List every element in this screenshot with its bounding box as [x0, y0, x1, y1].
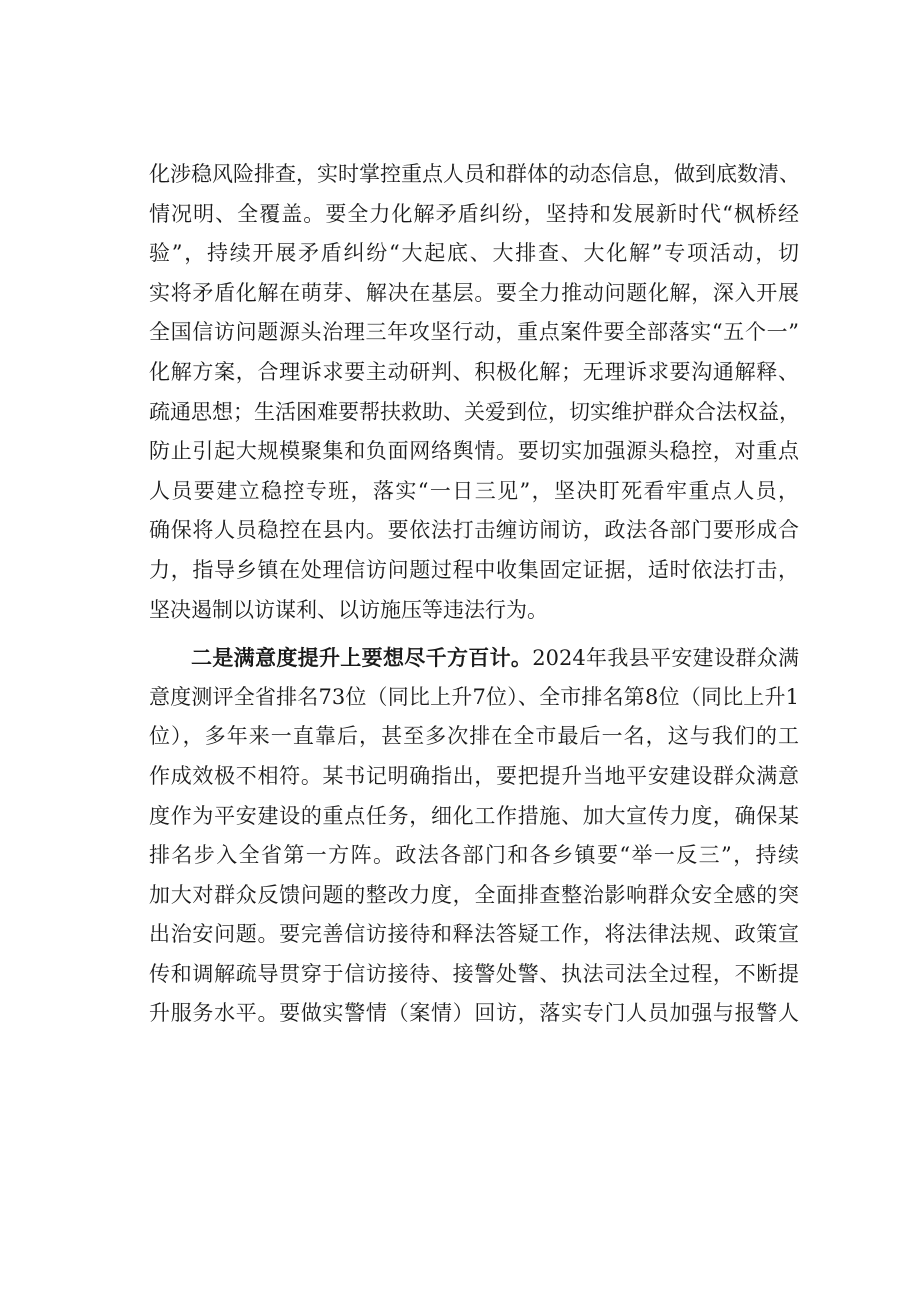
- text-line: 化解方案，合理诉求要主动研判、积极化解；无理诉求要沟通解释、: [149, 359, 799, 384]
- text-line: 坚决遏制以访谋利、以访施压等违法行为。: [149, 597, 548, 622]
- text-line: 情况明、全覆盖。要全力化解矛盾纠纷，坚持和发展新时代“枫桥经: [149, 201, 799, 226]
- text-line: 验”，持续开展矛盾纠纷“大起底、大排查、大化解”专项活动，切: [149, 241, 799, 266]
- text-line: 化涉稳风险排查，实时掌控重点人员和群体的动态信息，做到底数清、: [149, 162, 800, 186]
- heading-line-rest: 2024年我县平安建设群众满: [532, 646, 799, 671]
- text-line: 疏通思想；生活困难要帮扶救助、关爱到位，切实维护群众合法权益，: [149, 399, 800, 424]
- text-line: 位），多年来一直靠后，甚至多次排在全市最后一名，这与我们的工: [149, 724, 799, 749]
- text-line: 实将矛盾化解在萌芽、解决在基层。要全力推动问题化解，深入开展: [149, 280, 799, 305]
- text-line: 作成效极不相符。某书记明确指出，要把提升当地平安建设群众满意: [149, 763, 799, 788]
- text-line: 排名步入全省第一方阵。政法各部门和各乡镇要“举一反三”，持续: [149, 843, 799, 868]
- heading-line: [149, 638, 799, 678]
- text-line: 出治安问题。要完善信访接待和释法答疑工作，将法律法规、政策宣: [149, 922, 799, 947]
- text-line: 意度测评全省排名73位（同比上升7位）、全市排名第8位（同比上升1: [149, 684, 799, 709]
- text-line: 传和调解疏导贯穿于信访接待、接警处警、执法司法全过程，不断提: [149, 961, 799, 986]
- text-line: 力，指导乡镇在处理信访问题过程中收集固定证据，适时依法打击，: [149, 557, 799, 582]
- text-line: 人员要建立稳控专班，落实“一日三见”，坚决盯死看牢重点人员，: [149, 478, 799, 503]
- text-line: 确保将人员稳控在县内。要依法打击缠访闹访，政法各部门要形成合: [149, 518, 799, 543]
- document-body: [149, 155, 799, 1034]
- text-line: 度作为平安建设的重点任务，细化工作措施、加大宣传力度，确保某: [149, 803, 799, 828]
- text-line: 全国信访问题源头治理三年攻坚行动，重点案件要全部落实“五个一”: [149, 320, 799, 345]
- paragraph-spacer: [149, 630, 799, 638]
- paragraph-heading: 二是满意度提升上要想尽千方百计。: [191, 645, 533, 671]
- text-line: 加大对群众反馈问题的整改力度，全面排查整治影响群众安全感的突: [149, 882, 799, 907]
- text-line: 防止引起大规模聚集和负面网络舆情。要切实加强源头稳控，对重点: [149, 439, 799, 464]
- paragraph-satisfaction: [149, 638, 799, 1034]
- text-line: 升服务水平。要做实警情（案情）回访，落实专门人员加强与报警人: [149, 1001, 799, 1026]
- paragraph-risk-control: [149, 155, 799, 630]
